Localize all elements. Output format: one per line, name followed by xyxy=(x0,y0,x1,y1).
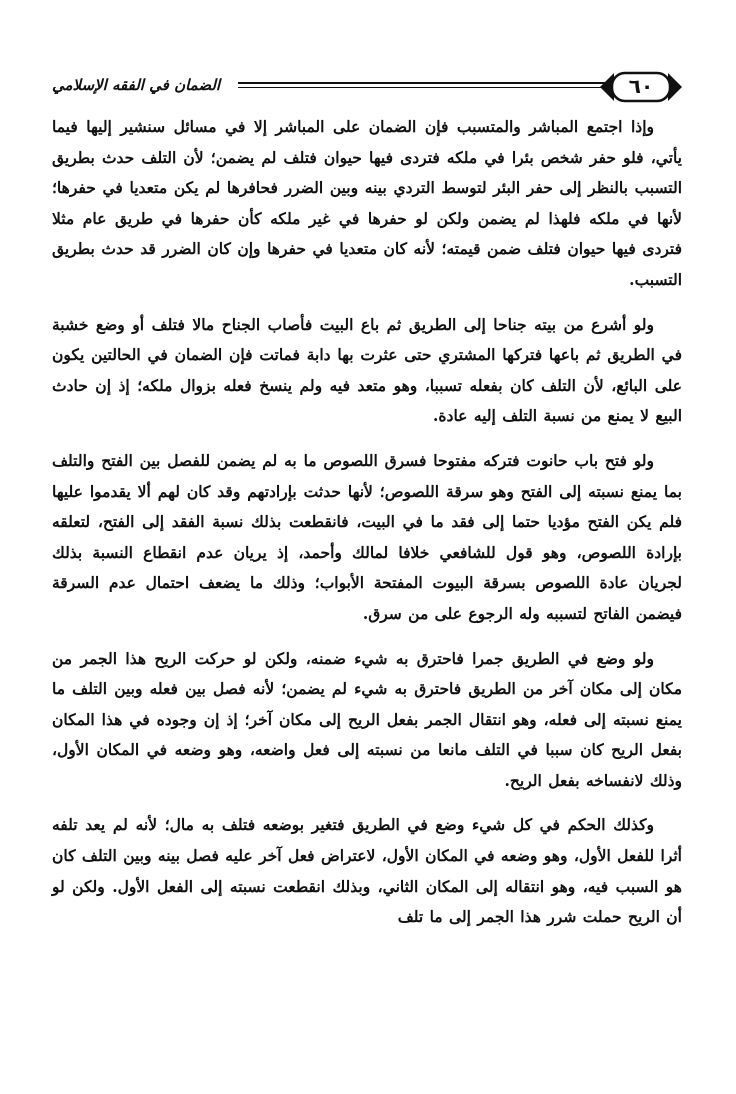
paragraph-4: ولو وضع في الطريق جمرا فاحترق به شيء ضمنه، ولكن لو حركت الريح هذا الجمر من مكان إلى مكان آخر من الطريق فاحترق به شيء لم يضمن؛ لأنه فصل بين فعله وبين التلف ما يمنع نسبته إلى فعله، وهو انتقال الجمر بفعل الريح إلى مكان آخر؛ إذ إن وجوده في هذا المكان بفعل الريح كان سببا في التلف مانعا من نسبته إلى فعل واضعه، وهو وضعه في المكان الأول، وذلك لانفساخه بفعل الريح. xyxy=(52,648,682,790)
page-number-badge xyxy=(600,70,682,104)
page-number: ٦٠ xyxy=(628,74,654,98)
paragraph-1: وإذا اجتمع المباشر والمتسبب فإن الضمان على المباشر إلا في مسائل سنشير إليها فيما يأتي، فلو حفر شخص بئرا في ملكه فتردى فيها حيوان فتلف لم يضمن؛ لأن التلف حدث بطريق التسبب بالنظر إلى حفر البئر لتوسط التردي بينه وبين الضرر فحافرها لم يكن متعديا في حفرها؛ لأنها في ملكه فلهذا لم يضمن ولكن لو حفرها في غير ملكه كأن حفرها في طريق عام مثلا فتردى فيها حيوان فتلف ضمن قيمته؛ لأنه كان متعديا في حفرها وإن كان الضرر قد حدث بطريق التسبب. xyxy=(52,117,682,289)
book-title: الضمان في الفقه الإسلامي xyxy=(52,76,221,94)
header-rule-thin xyxy=(238,87,628,88)
running-header xyxy=(52,70,682,106)
header-rule xyxy=(238,82,628,84)
paragraph-5: وكذلك الحكم في كل شيء وضع في الطريق فتغير بوضعه فتلف به مال؛ لأنه لم يعد تلفه أثرا للفعل الأول، وهو وضعه في المكان الأول، لاعتراض فعل آخر عليه فصل بينه وبين التلف كان هو السبب فيه، وهو انتقاله إلى المكان الثاني، وبذلك انقطعت نسبته إلى الفعل الأول. ولكن لو أن الريح حملت شرر هذا الجمر إلى ما تلف xyxy=(52,815,682,927)
paragraph-2: ولو أشرع من بيته جناحا إلى الطريق ثم باع البيت فأصاب الجناح مالا فتلف أو وضع خشبة في الطريق ثم باعها فتركها المشتري حتى عثرت بها دابة فماتت فإن الضمان في الحالتين يكون على البائع، لأن التلف كان بفعله تسببا، وهو متعد فيه ولم ينسخ فعله بزوال ملكه؛ إذ إن حادث البيع لا يمنع من نسبة التلف إليه عادة. xyxy=(52,314,682,426)
body-text xyxy=(52,112,682,947)
paragraph-3: ولو فتح باب حانوت فتركه مفتوحا فسرق اللصوص ما به لم يضمن للفصل بين الفتح والتلف بما يمنع نسبته إلى الفتح وهو سرقة اللصوص؛ لأنها حدثت بإرادتهم وقد كان لهم ألا يقدموا عليها فلم يكن الفتح مؤديا حتما إلى فقد ما في البيت، فانقطعت بذلك نسبة الفقد إلى الفتح، لتعلقه بإرادة اللصوص، وهو قول للشافعي خلافا لمالك وأحمد، إذ يريان عدم انقطاع النسبة بذلك لجريان عادة اللصوص بسرقة البيوت المفتحة الأبواب؛ وذلك ما يضعف احتمال عدم السرقة فيضمن الفاتح لتسببه وله الرجوع على من سرق. xyxy=(52,450,682,623)
